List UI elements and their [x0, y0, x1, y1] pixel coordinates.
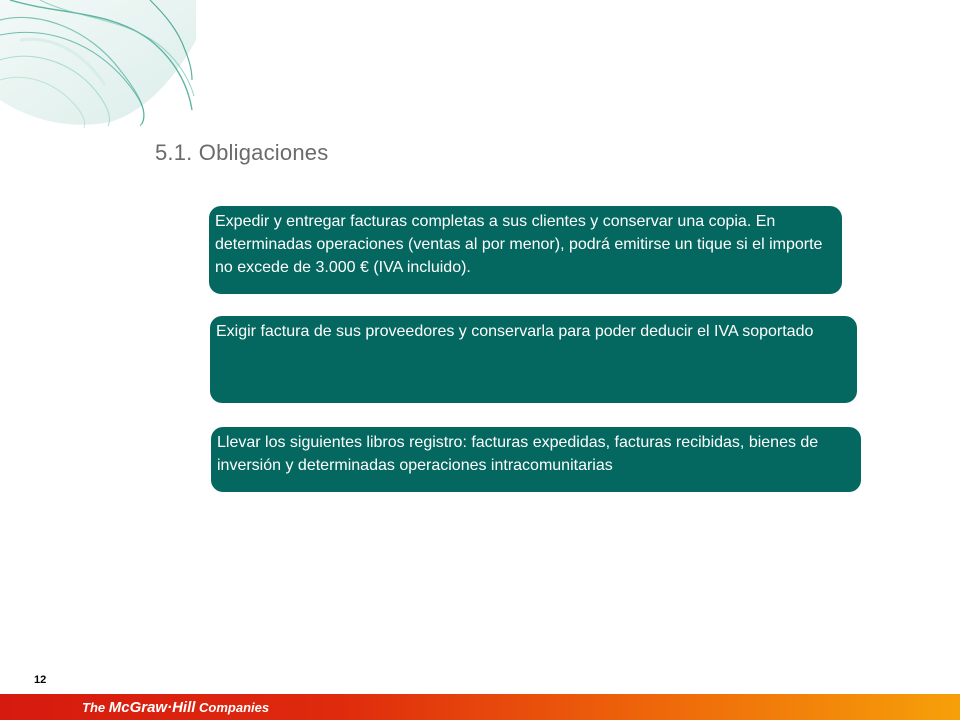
- publisher-logo: [82, 697, 269, 718]
- obligation-box-3: [211, 427, 861, 492]
- logo-the: The: [82, 700, 109, 715]
- decorative-swirl-graphic: [0, 0, 196, 128]
- obligation-text-2: Exigir factura de sus proveedores y conservarla para poder deducir el IVA soportado: [216, 323, 814, 340]
- obligation-box-2: [210, 316, 857, 403]
- footer-bar: [0, 694, 960, 720]
- logo-companies: Companies: [195, 700, 270, 715]
- obligation-text-3: Llevar los siguientes libros registro: facturas expedidas, facturas recibidas, bienes de inversión y determinadas operaciones intracomunitarias: [217, 434, 819, 474]
- obligation-text-1: Expedir y entregar facturas completas a sus clientes y conservar una copia. En determinadas operaciones (ventas al por menor), podrá emitirse un tique si el importe no excede de 3.000 € (IVA incluido).: [215, 213, 823, 276]
- page-number: 12: [34, 674, 47, 686]
- logo-name: McGraw·Hill: [108, 699, 196, 716]
- obligation-box-1: [209, 206, 842, 294]
- section-title: 5.1. Obligaciones: [155, 140, 329, 165]
